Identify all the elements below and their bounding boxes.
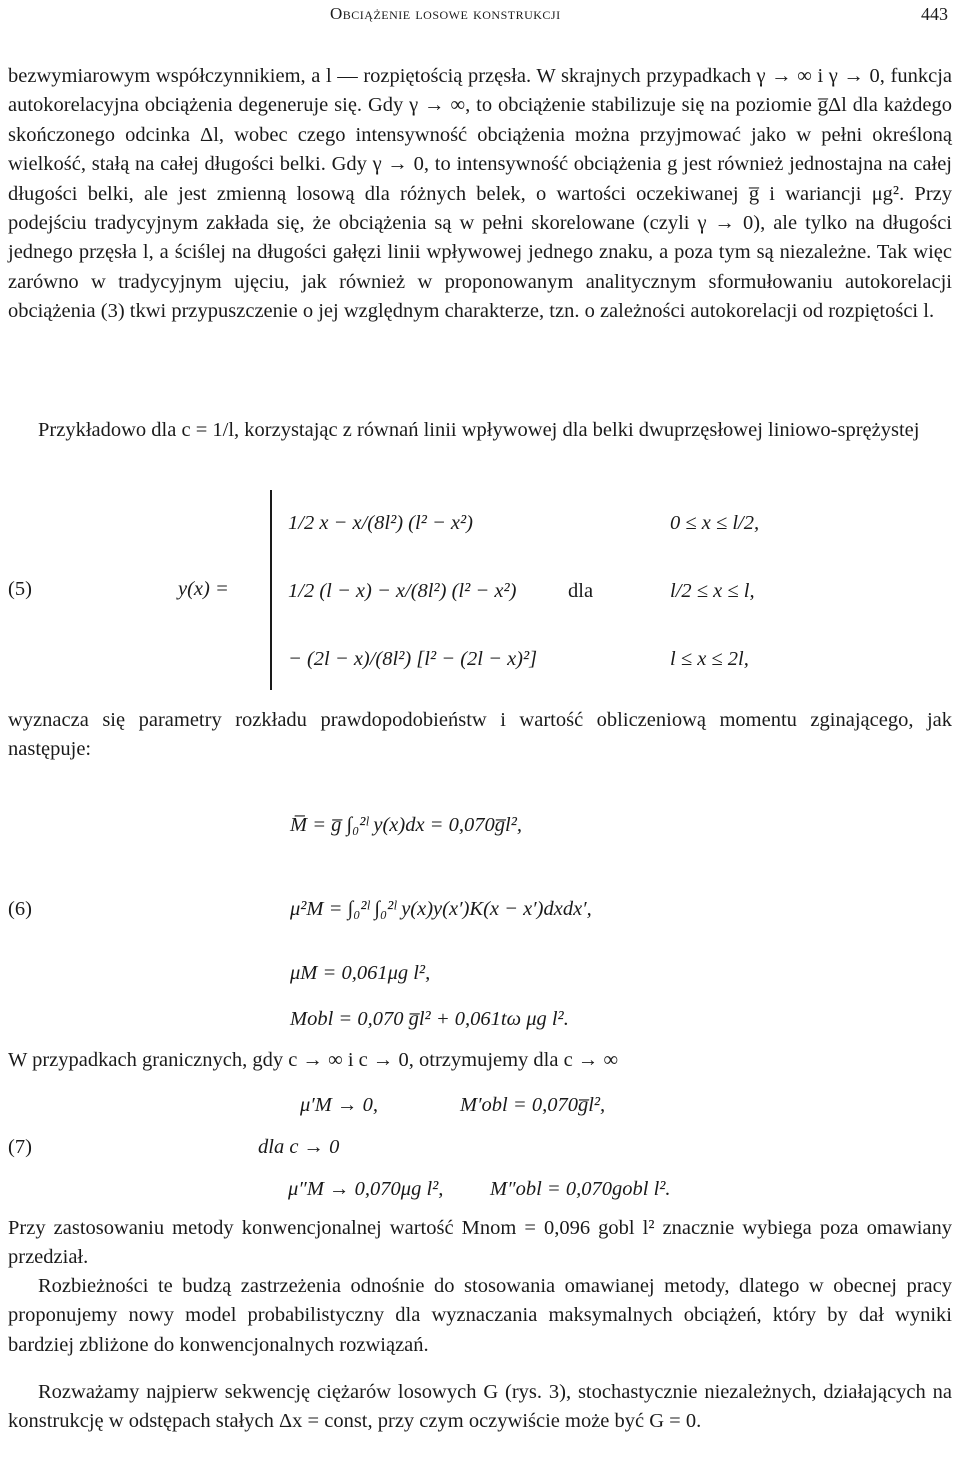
equation-7-dla: dla c → 0 — [258, 1136, 340, 1158]
equation-5-case-2: 1/2 (l − x) − x/(8l²) (l² − x²) — [288, 580, 517, 602]
equation-7-line-1a: μ′M → 0, — [300, 1094, 378, 1116]
paragraph-5: Przy zastosowaniu metody konwencjonalnej wartość Mnom = 0,096 gobl l² znacznie wybiega poza omawiany przedział. — [8, 1217, 952, 1269]
equation-5-case-3-condition: l ≤ x ≤ 2l, — [670, 648, 749, 670]
equation-6-line-4: Mobl = 0,070 g̅l² + 0,061tω μg l². — [290, 1008, 569, 1030]
equation-5-lhs: y(x) = — [178, 578, 229, 600]
equation-7-label: (7) — [8, 1136, 32, 1158]
paragraph-2: Przykładowo dla c = 1/l, korzystając z równań linii wpływowej dla belki dwuprzęsłowej liniowo-sprężystej — [38, 419, 920, 441]
equation-6-line-1: M̅ = g̅ ∫₀²ˡ y(x)dx = 0,070g̅l², — [290, 814, 522, 836]
running-title: Obciążenie losowe konstrukcji — [330, 4, 561, 23]
equation-7-line-1b: M′obl = 0,070g̅l², — [460, 1094, 606, 1116]
equation-5-brace — [270, 490, 284, 690]
paragraph-3: wyznacza się parametry rozkładu prawdopodobieństw i wartość obliczeniową momentu zginającego, jak następuje: — [8, 709, 952, 761]
paragraph-4: W przypadkach granicznych, gdy c → ∞ i c → 0, otrzymujemy dla c → ∞ — [8, 1049, 619, 1071]
page-number: 443 — [921, 4, 948, 24]
paragraph-7: Rozważamy najpierw sekwencję ciężarów losowych G (rys. 3), stochastycznie niezależnych, działających na konstrukcję w odstępach stałych Δx = const, przy czym oczywiście może być G = 0. — [8, 1381, 952, 1433]
equation-5-case-3: − (2l − x)/(8l²) [l² − (2l − x)²] — [288, 648, 538, 670]
paragraph-1: bezwymiarowym współczynnikiem, a l — rozpiętością przęsła. W skrajnych przypadkach γ → ∞ i γ → 0, funkcja autokorelacyjna obciążenia degeneruje się. Gdy γ → ∞, to obciążenie stabilizuje się na poziomie g̅Δl dla każdego skończonego odcinka Δl, wobec czego intensywność obciążenia można przyjmować jako w pełni określoną wielkość, stałą na całej długości belki. Gdy γ → 0, to intensywność obciążenia g jest również jednostajna na całej długości belki, ale jest zmienną losową dla różnych belek, o wartości oczekiwanej g̅ i wariancji μg². Przy podejściu tradycyjnym zakłada się, że obciążenia są w pełni skorelowane (czyli γ → 0), ale tylko na długości jednego przęsła l, a ściślej na długości gałęzi linii wpływowej jednego znaku, a poza tym są niezależne. Tak więc zarówno w tradycyjnym ujęciu, jak również w proponowanym analitycznym sformułowaniu autokorelacji obciążenia (3) tkwi przypuszczenie o jej względnym charakterze, tzn. o zależności autokorelacji od rozpiętości l. — [8, 65, 952, 323]
paragraph-6: Rozbieżności te budzą zastrzeżenia odnośnie do stosowania omawianej metody, dlatego w obecnej pracy proponujemy nowy model probabilistyczny dla wyznaczania maksymalnych obciążeń, który by dał wyniki bardziej zbliżone do konwencjonalnych rozwiązań. — [8, 1275, 952, 1356]
equation-6-line-2: μ²M = ∫₀²ˡ ∫₀²ˡ y(x)y(x′)K(x − x′)dxdx′, — [290, 898, 592, 920]
equation-5-dla: dla — [568, 580, 594, 602]
page-header — [0, 4, 960, 34]
equation-5-label: (5) — [8, 578, 32, 600]
equation-5-case-1: 1/2 x − x/(8l²) (l² − x²) — [288, 512, 473, 534]
equation-6-line-3: μM = 0,061μg l², — [290, 962, 431, 984]
equation-7-line-2b: M″obl = 0,070gobl l². — [490, 1178, 671, 1200]
equation-7-line-2a: μ″M → 0,070μg l², — [288, 1178, 444, 1200]
equation-6-label: (6) — [8, 898, 32, 920]
equation-5-case-1-condition: 0 ≤ x ≤ l/2, — [670, 512, 760, 534]
equation-5-case-2-condition: l/2 ≤ x ≤ l, — [670, 580, 755, 602]
